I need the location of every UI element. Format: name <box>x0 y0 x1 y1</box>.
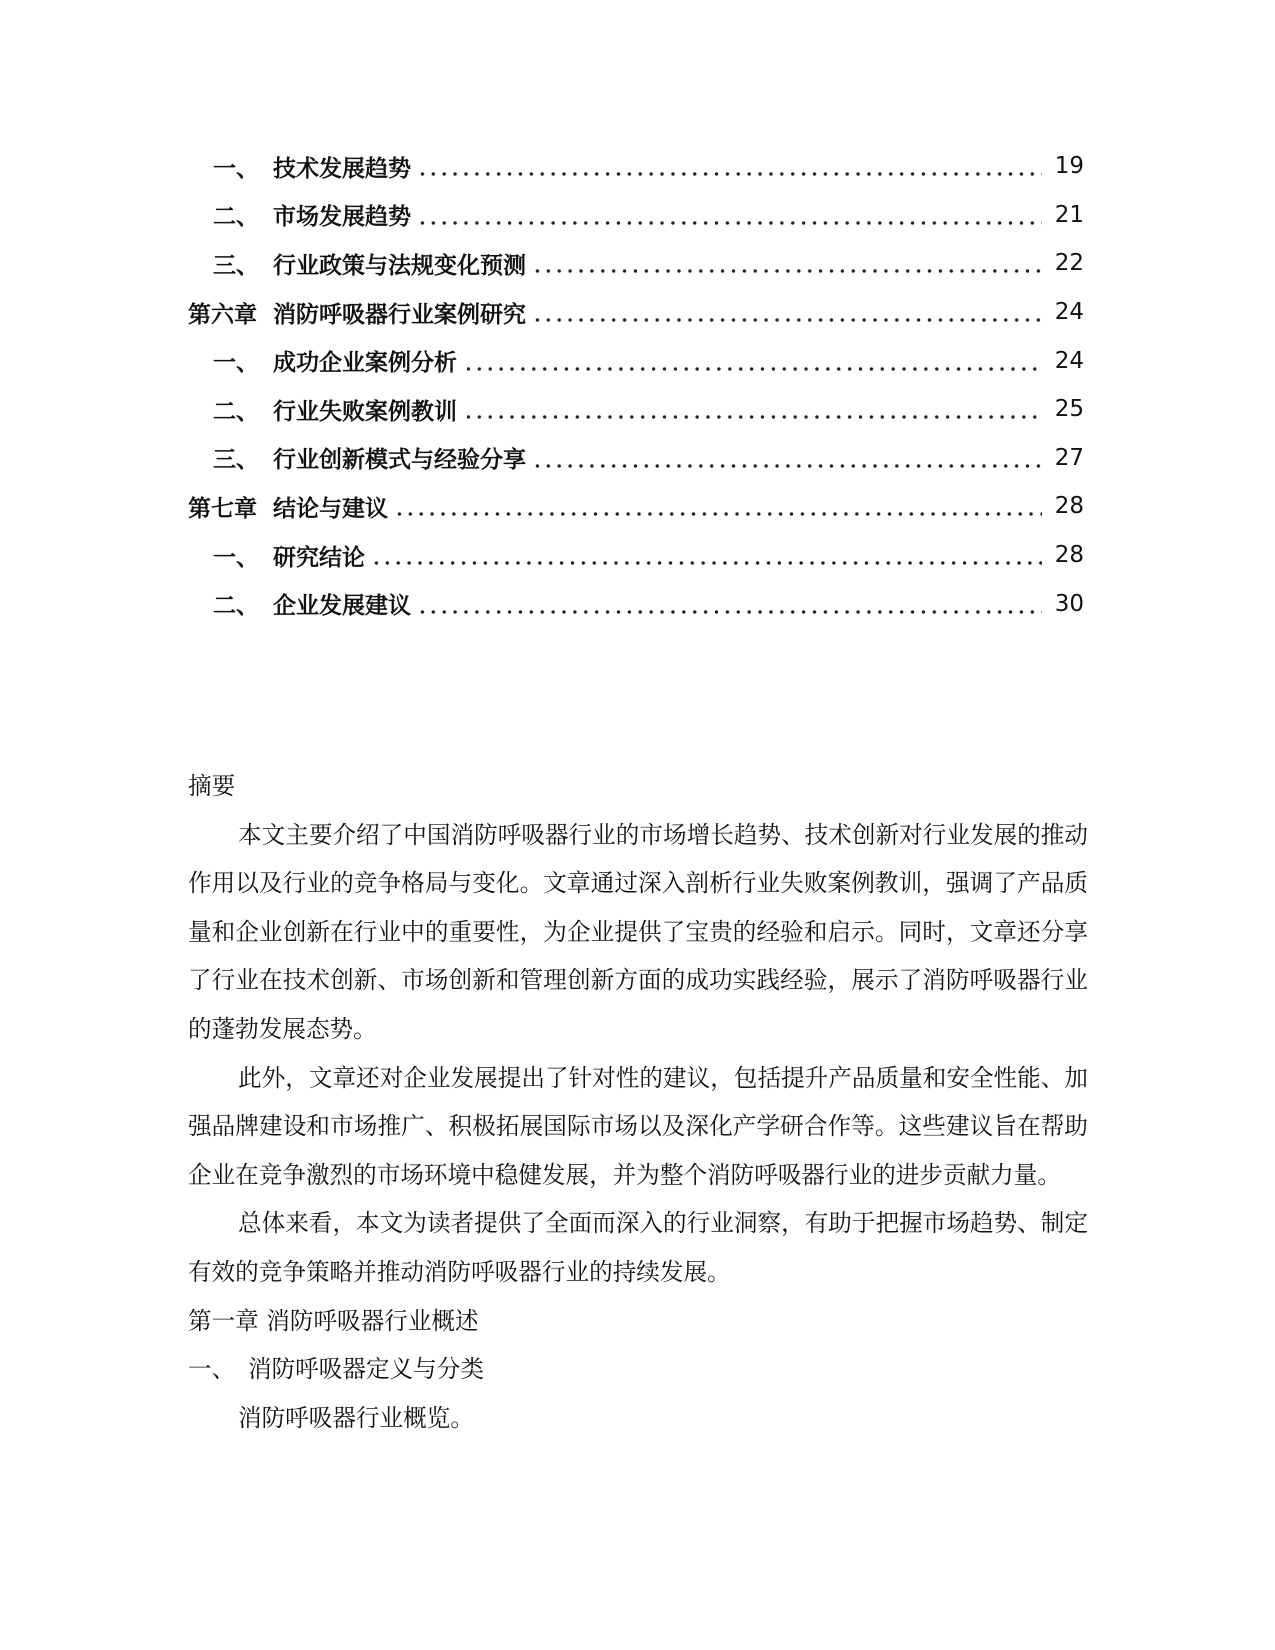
toc-dot-leader <box>532 252 1042 274</box>
toc-dot-leader <box>532 301 1042 323</box>
toc-entry-page: 22 <box>1054 250 1084 277</box>
abstract-paragraph: 此外，文章还对企业发展提出了针对性的建议，包括提升产品质量和安全性能、加强品牌建设和市场推广、积极拓展国际市场以及深化产学研合作等。这些建议旨在帮助企业在竞争激烈的市场环境中稳健发展，并为整个消防呼吸器行业的进步贡献力量。 <box>188 1063 1088 1189</box>
toc-entry-number: 一、 <box>213 350 259 377</box>
toc-entry[interactable] <box>188 336 1084 385</box>
toc-entry-number: 二、 <box>213 204 259 231</box>
toc-entry-page: 24 <box>1054 347 1084 374</box>
toc-entry-number: 二、 <box>213 593 259 620</box>
toc-dot-leader <box>532 447 1042 469</box>
abstract-heading: 摘要 <box>188 772 236 800</box>
body-text <box>188 762 1088 1442</box>
toc-entry-page: 28 <box>1054 493 1084 520</box>
section-number: 一、 <box>188 1355 236 1384</box>
toc-entry[interactable] <box>188 579 1084 628</box>
body-paragraph: 消防呼吸器行业概览。 <box>238 1403 474 1432</box>
toc-dot-leader <box>417 204 1042 226</box>
toc-entry-page: 28 <box>1054 542 1084 569</box>
toc-entry[interactable] <box>188 434 1084 483</box>
toc-entry-page: 19 <box>1054 153 1084 180</box>
toc-chapter-entry[interactable] <box>188 482 1084 531</box>
toc-entry-title: 研究结论 <box>273 544 365 571</box>
toc-entry-page: 24 <box>1054 299 1084 326</box>
toc-entry-title: 行业创新模式与经验分享 <box>273 447 526 474</box>
abstract-paragraph: 本文主要介绍了中国消防呼吸器行业的市场增长趋势、技术创新对行业发展的推动作用以及行业的竞争格局与变化。文章通过深入剖析行业失败案例教训，强调了产品质量和企业创新在行业中的重要性，为企业提供了宝贵的经验和启示。同时，文章还分享了行业在技术创新、市场创新和管理创新方面的成功实践经验，展示了消防呼吸器行业的蓬勃发展态势。 <box>188 820 1088 1043</box>
toc-dot-leader <box>371 544 1042 566</box>
toc-entry[interactable] <box>188 385 1084 434</box>
toc-entry-number: 一、 <box>213 155 259 182</box>
toc-entry-number: 二、 <box>213 398 259 425</box>
toc-entry-title: 行业政策与法规变化预测 <box>273 252 526 279</box>
toc-entry[interactable] <box>188 191 1084 240</box>
toc-entry-number: 第六章 <box>188 301 257 328</box>
toc-entry-number: 第七章 <box>188 495 257 522</box>
toc-dot-leader <box>417 593 1042 615</box>
toc-dot-leader <box>394 495 1042 517</box>
toc-entry-title: 成功企业案例分析 <box>273 350 457 377</box>
toc-entry-page: 30 <box>1054 590 1084 617</box>
toc-entry-title: 技术发展趋势 <box>273 155 411 182</box>
toc-entry[interactable] <box>188 531 1084 580</box>
toc-dot-leader <box>417 155 1042 177</box>
toc-dot-leader <box>463 398 1042 420</box>
toc-chapter-entry[interactable] <box>188 288 1084 337</box>
section-title: 消防呼吸器定义与分类 <box>248 1355 484 1384</box>
toc-entry[interactable] <box>188 239 1084 288</box>
toc-entry[interactable] <box>188 142 1084 191</box>
toc-entry-page: 27 <box>1054 444 1084 471</box>
toc-entry-title: 结论与建议 <box>273 495 388 522</box>
toc-entry-page: 25 <box>1054 396 1084 423</box>
toc-entry-number: 一、 <box>213 544 259 571</box>
toc-dot-leader <box>463 350 1042 372</box>
table-of-contents <box>188 142 1084 628</box>
toc-entry-number: 三、 <box>213 252 259 279</box>
section-heading <box>188 1345 1088 1394</box>
toc-entry-title: 市场发展趋势 <box>273 204 411 231</box>
toc-entry-title: 企业发展建议 <box>273 593 411 620</box>
toc-entry-title: 消防呼吸器行业案例研究 <box>273 301 526 328</box>
toc-entry-page: 21 <box>1054 201 1084 228</box>
toc-entry-number: 三、 <box>213 447 259 474</box>
abstract-paragraph: 总体来看，本文为读者提供了全面而深入的行业洞察，有助于把握市场趋势、制定有效的竞争策略并推动消防呼吸器行业的持续发展。 <box>188 1209 1088 1286</box>
chapter-heading: 第一章 消防呼吸器行业概述 <box>188 1306 479 1335</box>
toc-entry-title: 行业失败案例教训 <box>273 398 457 425</box>
